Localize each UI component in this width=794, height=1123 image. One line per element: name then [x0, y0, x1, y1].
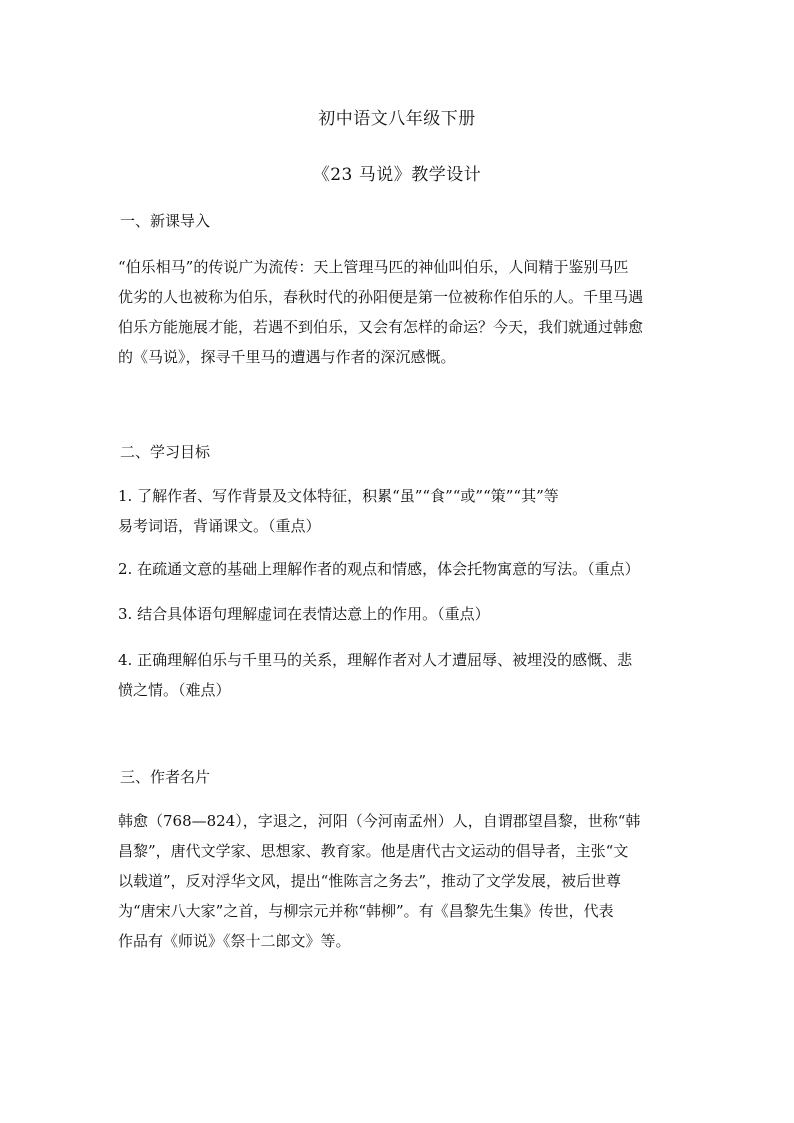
paragraph-line: 伯乐方能施展才能，若遇不到伯乐，又会有怎样的命运？今天，我们就通过韩愈: [118, 318, 644, 336]
paragraph-line: 优劣的人也被称为伯乐，春秋时代的孙阳便是第一位被称作伯乐的人。千里马遇: [118, 288, 644, 306]
paragraph-line: 以载道”，反对浮华文风，提出“惟陈言之务去”，推动了文学发展，被后世尊: [118, 872, 622, 890]
paragraph-line: 作品有《师说》《祭十二郎文》等。: [118, 932, 351, 950]
paragraph-line: 昌黎”，唐代文学家、思想家、教育家。他是唐代古文运动的倡导者，主张“文: [118, 842, 629, 860]
section-heading-goals: 二、学习目标: [120, 443, 211, 461]
goal-item-1: [118, 481, 678, 541]
paragraph-line: 为“唐宋八大家”之首，与柳宗元并称“韩柳”。有《昌黎先生集》传世，代表: [118, 902, 614, 920]
goal-item-4: [118, 645, 678, 705]
paragraph-line: 4. 正确理解伯乐与千里马的关系，理解作者对人才遭屈辱、被埋没的感慨、悲: [118, 651, 633, 669]
paragraph-line: 3. 结合具体语句理解虚词在表情达意上的作用。（重点）: [118, 605, 490, 623]
section-heading-author: 三、作者名片: [120, 768, 211, 786]
goal-item-3: [118, 599, 678, 629]
paragraph-line: “伯乐相马”的传说广为流传：天上管理马匹的神仙叫伯乐，人间精于鉴别马匹: [118, 258, 629, 276]
paragraph-line: 2. 在疏通文意的基础上理解作者的观点和情感，体会托物寓意的写法。（重点）: [118, 560, 640, 578]
paragraph-line: 易考词语，背诵课文。（重点）: [118, 517, 321, 535]
author-paragraph: [118, 806, 678, 956]
document-title: 初中语文八年级下册: [318, 109, 476, 129]
paragraph-line: 愤之情。（难点）: [118, 681, 231, 699]
paragraph-line: 韩愈（768—824），字退之，河阳（今河南孟州）人，自谓郡望昌黎，世称“韩: [118, 812, 641, 830]
goal-item-2: [118, 554, 678, 584]
paragraph-line: 1. 了解作者、写作背景及文体特征，积累“虽”“食”“或”“策”“其”等: [118, 487, 559, 505]
section-heading-intro: 一、新课导入: [120, 212, 211, 230]
paragraph-line: 的《马说》，探寻千里马的遭遇与作者的深沉感慨。: [118, 348, 456, 366]
document-subtitle: 《23 马说》教学设计: [312, 165, 482, 185]
intro-paragraph: [118, 252, 678, 372]
